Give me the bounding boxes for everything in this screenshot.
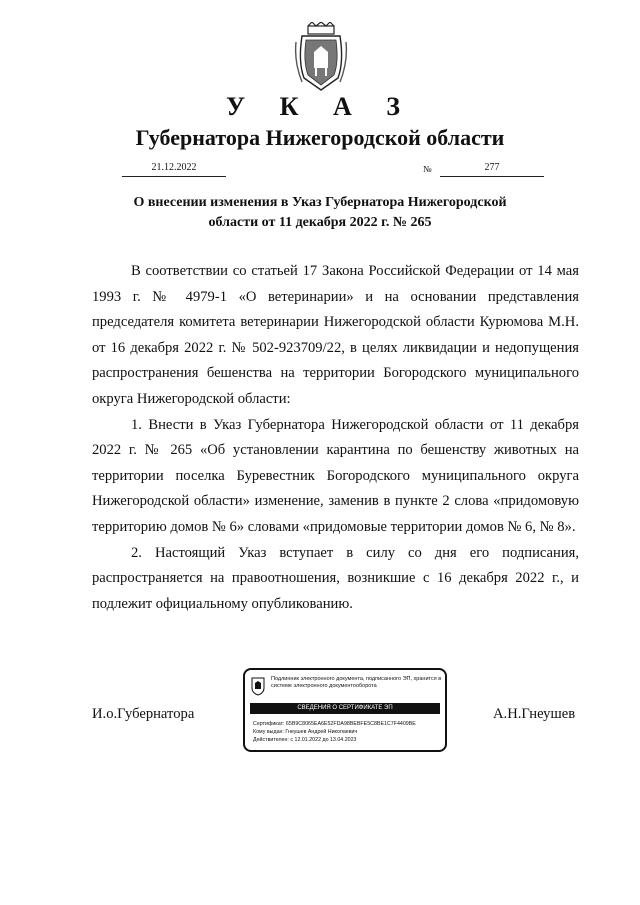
signer-title: И.о.Губернатора xyxy=(92,706,195,722)
document-date: 21.12.2022 xyxy=(122,160,226,177)
stamp-certificate: Сертификат: 65B9C8065EA6E52FDA98BEBFE5C8BE1C7F4409BE xyxy=(253,721,416,727)
stamp-issued-to: Кому выдан: Гнеушев Андрей Николаевич xyxy=(253,729,358,735)
stamp-header-bar: СВЕДЕНИЯ О СЕРТИФИКАТЕ ЭП xyxy=(250,703,440,714)
stamp-details xyxy=(253,720,441,744)
coat-of-arms-icon xyxy=(294,22,348,92)
electronic-signature-stamp xyxy=(243,668,447,752)
document-heading xyxy=(90,193,550,233)
paragraph-preamble: В соответствии со статьей 17 Закона Российской Федерации от 14 мая 1993 г. № 4979-1 «О ветеринарии» и на основании представления председателя комитета ветеринарии Нижегородской области Курюмова М.Н. от 16 декабря 2022 г. № 502-923709/22, в целях ликвидации и недопущения распространения бешенства на территории Богородского муниципального округа Нижегородской области: xyxy=(92,263,579,407)
number-label: № xyxy=(423,164,432,174)
stamp-validity: Действителен: с 12.01.2022 до 13.04.2023 xyxy=(253,737,357,743)
paragraph-item-1: 1. Внести в Указ Губернатора Нижегородской области от 11 декабря 2022 г. № 265 «Об установлении карантина по бешенству животных на территории поселка Буревестник Богородского муниципального округа Нижегородской области» изменение, заменив в пункте 2 слова «придомовую территорию домов № 6» словами «придомовые территории домов № 6, № 8». xyxy=(92,416,579,535)
paragraph-item-2: 2. Настоящий Указ вступает в силу со дня его подписания, распространяется на правоотношения, возникшие с 16 декабря 2022 г., и подлежит официальному опубликованию. xyxy=(92,544,579,612)
stamp-note: Подлинник электронного документа, подписанного ЭП, хранится в системе электронного документооборота xyxy=(271,676,442,689)
document-subtitle: Губернатора Нижегородской области xyxy=(135,125,505,150)
heading-line-2: области от 11 декабря 2022 г. № 265 xyxy=(208,215,432,230)
document-number: 277 xyxy=(440,160,544,177)
document-title: У К А З xyxy=(226,92,414,121)
document-body xyxy=(92,259,579,617)
signer-name: А.Н.Гнеушев xyxy=(493,706,576,722)
coat-of-arms-icon xyxy=(251,676,265,696)
heading-line-1: О внесении изменения в Указ Губернатора Нижегородской xyxy=(133,195,507,210)
